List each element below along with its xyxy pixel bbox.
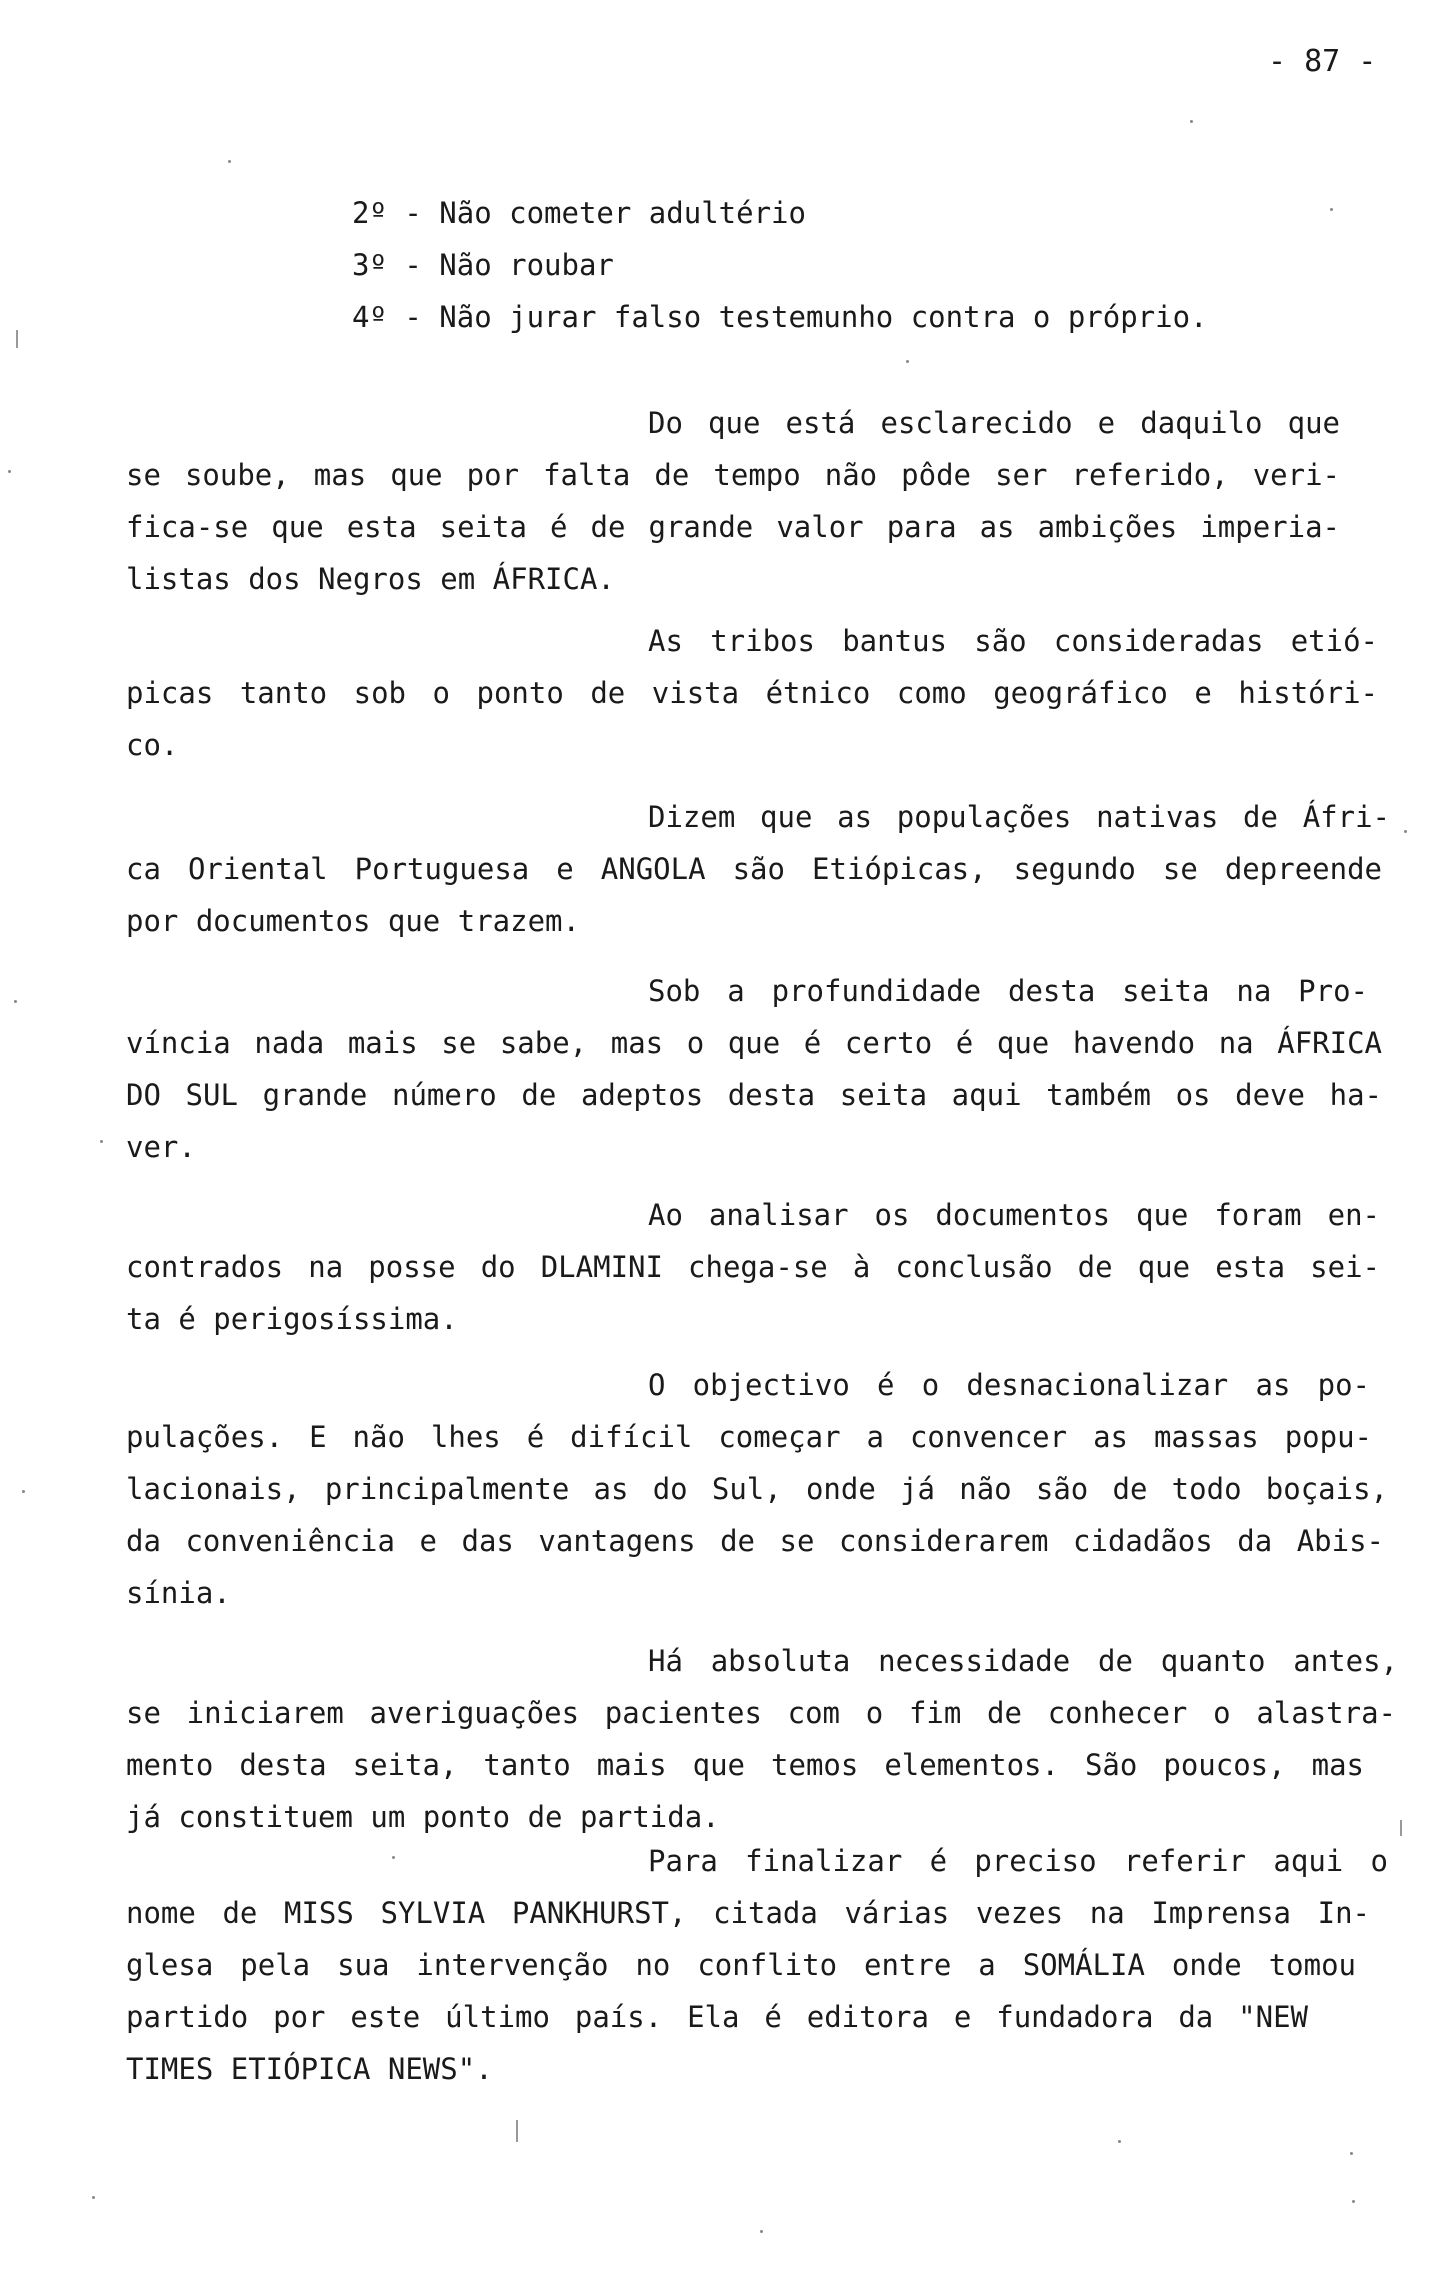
paragraph-line (0, 1696, 1456, 1736)
list-item-text: 2º - Não cometer adultério (352, 196, 806, 230)
scan-speck (1352, 2200, 1355, 2203)
scan-speck (14, 1000, 17, 1003)
paragraph-text: se iniciarem averiguações pacientes com o fim de conhecer o alastra- (126, 1696, 1396, 1730)
paragraph-line (0, 800, 1456, 840)
paragraph-text: lacionais, principalmente as do Sul, onde já não são de todo boçais, (126, 1472, 1388, 1506)
paragraph-text: Sob a profundidade desta seita na Pro- (648, 974, 1368, 1008)
paragraph-text: partido por este último país. Ela é editora e fundadora da "NEW (126, 2000, 1308, 2034)
paragraph-line (0, 1250, 1456, 1290)
paragraph-line (0, 852, 1456, 892)
paragraph-text: víncia nada mais se sabe, mas o que é certo é que havendo na ÁFRICA (126, 1026, 1382, 1060)
paragraph-text: ver. (126, 1130, 196, 1164)
paragraph-text: O objectivo é o desnacionalizar as po- (648, 1368, 1370, 1402)
scan-speck (1118, 2140, 1121, 2143)
paragraph-text: co. (126, 728, 179, 762)
paragraph-line (0, 1078, 1456, 1118)
paragraph-line (0, 1748, 1456, 1788)
scan-speck (100, 1140, 103, 1143)
scan-speck (8, 470, 11, 473)
scan-speck (228, 160, 231, 163)
paragraph-text: Para finalizar é preciso referir aqui o (648, 1844, 1388, 1878)
paragraph-text: Do que está esclarecido e daquilo que (648, 406, 1340, 440)
paragraph-line (0, 624, 1456, 664)
paragraph-text: Dizem que as populações nativas de Áfri- (648, 800, 1390, 834)
paragraph-text: As tribos bantus são consideradas etió- (648, 624, 1378, 658)
paragraph-text: nome de MISS SYLVIA PANKHURST, citada várias vezes na Imprensa In- (126, 1896, 1370, 1930)
paragraph-line (0, 1302, 1456, 1342)
paragraph-line (0, 510, 1456, 550)
paragraph-line (0, 728, 1456, 768)
paragraph-line (0, 676, 1456, 716)
paragraph-text: já constituem um ponto de partida. (126, 1800, 720, 1834)
paragraph-line (0, 406, 1456, 446)
list-item-text: 4º - Não jurar falso testemunho contra o próprio. (352, 300, 1208, 334)
scan-speck (1350, 2152, 1353, 2155)
paragraph-line (0, 1420, 1456, 1460)
paragraph-text: Há absoluta necessidade de quanto antes, (648, 1644, 1398, 1678)
paragraph-line (0, 2052, 1456, 2092)
page-number: - 87 - (1268, 44, 1377, 79)
paragraph-text: fica-se que esta seita é de grande valor para as ambições imperia- (126, 510, 1340, 544)
list-item (0, 248, 1456, 288)
list-item (0, 300, 1456, 340)
paragraph-text: se soube, mas que por falta de tempo não pôde ser referido, veri- (126, 458, 1340, 492)
scan-speck (92, 2196, 95, 2199)
paragraph-text: pulações. E não lhes é difícil começar a convencer as massas popu- (126, 1420, 1372, 1454)
paragraph-text: da conveniência e das vantagens de se considerarem cidadãos da Abis- (126, 1524, 1384, 1558)
paragraph-text: picas tanto sob o ponto de vista étnico como geográfico e históri- (126, 676, 1378, 710)
scan-speck (1404, 830, 1407, 833)
paragraph-text: sínia. (126, 1576, 231, 1610)
list-item (0, 196, 1456, 236)
paragraph-line (0, 1644, 1456, 1684)
paragraph-line (0, 1130, 1456, 1170)
scan-mark (16, 330, 18, 348)
paragraph-text: ca Oriental Portuguesa e ANGOLA são Etiópicas, segundo se depreende (126, 852, 1382, 886)
paragraph-line (0, 1198, 1456, 1238)
paragraph-line (0, 1800, 1456, 1840)
paragraph-text: por documentos que trazem. (126, 904, 580, 938)
paragraph-line (0, 458, 1456, 498)
scan-speck (392, 1856, 395, 1859)
scan-speck (1330, 208, 1333, 211)
scan-mark (1400, 1820, 1402, 1836)
list-item-text: 3º - Não roubar (352, 248, 614, 282)
paragraph-text: TIMES ETIÓPICA NEWS". (126, 2052, 493, 2086)
paragraph-text: listas dos Negros em ÁFRICA. (126, 562, 615, 596)
paragraph-line (0, 1368, 1456, 1408)
paragraph-line (0, 974, 1456, 1014)
scan-speck (1190, 120, 1193, 123)
paragraph-line (0, 1844, 1456, 1884)
paragraph-text: Ao analisar os documentos que foram en- (648, 1198, 1380, 1232)
scan-speck (22, 1490, 25, 1493)
paragraph-line (0, 1896, 1456, 1936)
paragraph-text: ta é perigosíssima. (126, 1302, 458, 1336)
scan-speck (906, 360, 909, 363)
scan-mark (516, 2120, 518, 2142)
paragraph-text: contrados na posse do DLAMINI chega-se à conclusão de que esta sei- (126, 1250, 1380, 1284)
paragraph-line (0, 562, 1456, 602)
paragraph-line (0, 1524, 1456, 1564)
paragraph-text: DO SUL grande número de adeptos desta seita aqui também os deve ha- (126, 1078, 1382, 1112)
paragraph-text: glesa pela sua intervenção no conflito entre a SOMÁLIA onde tomou (126, 1948, 1356, 1982)
paragraph-line (0, 904, 1456, 944)
paragraph-line (0, 1948, 1456, 1988)
paragraph-text: mento desta seita, tanto mais que temos elementos. São poucos, mas (126, 1748, 1364, 1782)
paragraph-line (0, 2000, 1456, 2040)
scan-speck (760, 2230, 763, 2233)
paragraph-line (0, 1026, 1456, 1066)
paragraph-line (0, 1472, 1456, 1512)
paragraph-line (0, 1576, 1456, 1616)
